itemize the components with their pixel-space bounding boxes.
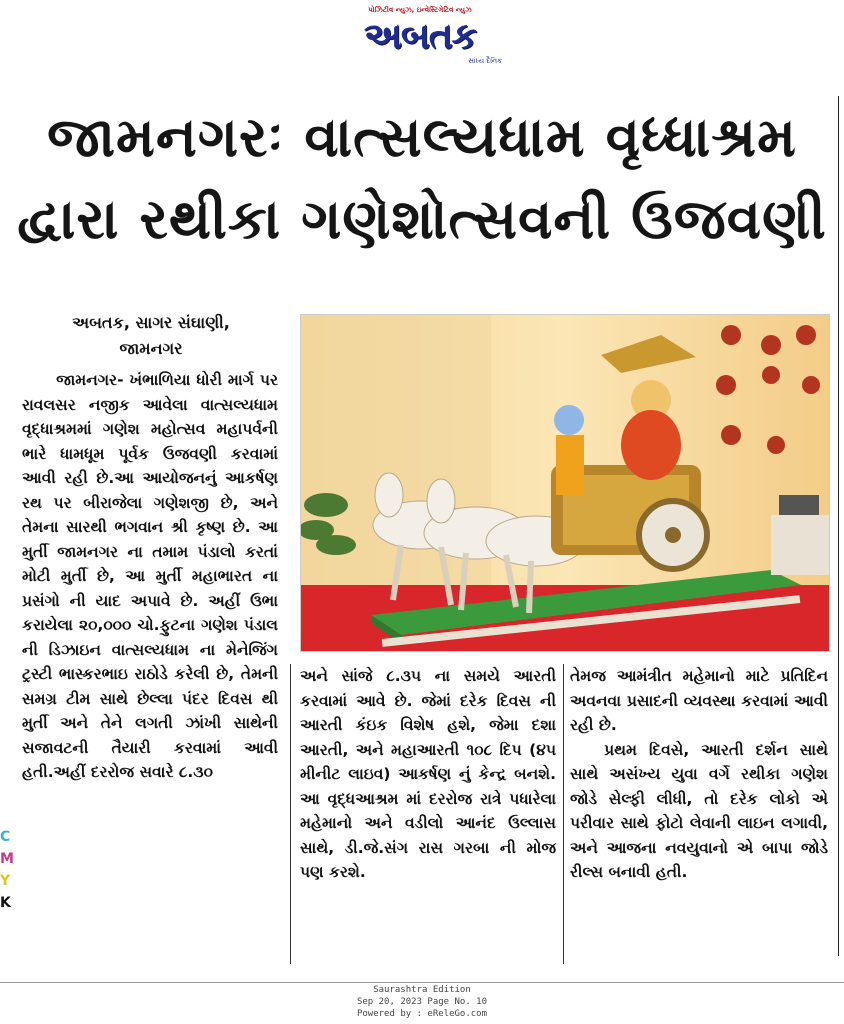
article-paragraph: પ્રથમ દિવસે, આરતી દર્શન સાથે સાથે અસંખ્ય યુવા વર્ગે રથીકા ગણેશ જોડે સેલ્ફી લીધી, તો દરેક લોકો એ પરીવાર સાથે ફોટો લેવાની લાઇન લગાવી, અને આજના નવયુવાનો એ બાપા જોડે રીલ્સ બનાવી હતી. <box>570 740 828 881</box>
edge-letter: M <box>0 851 14 867</box>
ganesh-chariot-photo <box>301 315 829 651</box>
masthead <box>330 6 510 78</box>
byline-location: જામનગર <box>119 339 183 358</box>
registration-marks <box>0 826 14 914</box>
article-photo <box>300 314 830 652</box>
footer-edition: Saurashtra Edition <box>373 985 471 995</box>
article-column-1 <box>22 368 278 785</box>
byline-author: અબતક, સાગર સંઘાણી, <box>72 313 230 332</box>
article-paragraph: અને સાંજે ૮.૩૫ ના સમયે આરતી કરવામાં આવે છે. જેમાં દરેક દિવસ ની આરતી કંઇક વિશેષ હશે, જેમા દશા આરતી, અને મહાઆરતી ૧૦૮ દિપ (૪૫ મીનીટ લાઇવ) આકર્ષણ નું કેન્દ્ર બનશે. આ વૃદ્ધઆશ્રમ માં દરરોજ રાત્રે પધારેલા મહેમાનો અને વડીલો આનંદ ઉલ્લાસ સાથે, ડી.જે.સંગ રાસ ગરબા ની મોજ પણ કરશે. <box>300 667 556 881</box>
page-footer <box>0 984 844 1020</box>
footer-powered-by[interactable]: Powered by : eReleGo.com <box>356 1009 488 1019</box>
headline-line-1: જામનગરઃ વાત્સલ્યધામ વૃધ્ધાશ્રમ <box>47 105 797 169</box>
masthead-tagline: પોઝિટીવ ન્યુઝ, ઇન્વેસ્ટિગેટિવ ન્યુઝ <box>368 6 472 14</box>
article-byline <box>20 310 282 362</box>
article-headline <box>10 96 834 260</box>
edge-letter: K <box>0 895 11 911</box>
article-column-2 <box>300 664 556 885</box>
page-border-right <box>838 96 839 956</box>
edge-letter: C <box>0 829 11 845</box>
article-paragraph: જામનગર- ખંભાળિયા ધોરી માર્ગ પર રાવલસર નજીક આવેલા વાત્સલ્યધામ વૃદ્ધાશ્રમમાં ગણેશ મહોત્સવ મહાપર્વની ભારે ધામધૂમ પૂર્વક ઉજવણી કરવામાં આવી રહી છે.આ આયોજનનું આકર્ષણ રથ પર બીરાજેલા ગણેશજી છે, અને તેમના સારથી ભગવાન શ્રી કૃષ્ણ છે. આ મુર્તી જામનગર ના તમામ પંડાલો કરતાં મોટી મુર્તી છે, આ મુર્તી મહાભારત ના પ્રસંગો ની યાદ અપાવે છે. અહીં ઉભા કરાયેલા ૨૦,૦૦૦ ચો.ફુટના ગણેશ પંડાલ ની ડિઝાઇન વાત્સલ્યધામ ના મેનેજિંગ ટ્રસ્ટી ભાસ્કરભાઇ રાઠોડે કરેલી છે, તેમની સમગ્ર ટીમ સાથે છેલ્લા પંદર દિવસ થી મુર્તી અને તેને લગતી ઝાંખી સાથેની સજાવટની તૈયારી કરવામાં આવી હતી.અહીં દરરોજ સવારે ૮.૩૦ <box>22 371 278 781</box>
masthead-subtitle: સાંધ્ય દૈનિક <box>468 57 502 65</box>
footer-date-page: Sep 20, 2023 Page No. 10 <box>356 997 488 1007</box>
footer-divider <box>0 982 844 983</box>
article-column-3 <box>570 664 828 885</box>
column-divider <box>563 664 564 964</box>
headline-line-2: દ્વારા રથીકા ગણેશોત્સવની ઉજવણી <box>17 187 827 251</box>
edge-letter: Y <box>0 873 11 889</box>
article-paragraph: તેમજ આમંત્રીત મહેમાનો માટે પ્રતિદિન અવનવા પ્રસાદની વ્યવસ્થા કરવામાં આવી રહી છે. <box>570 667 828 734</box>
newspaper-logo: અબતક <box>363 16 477 57</box>
column-divider <box>290 664 291 964</box>
